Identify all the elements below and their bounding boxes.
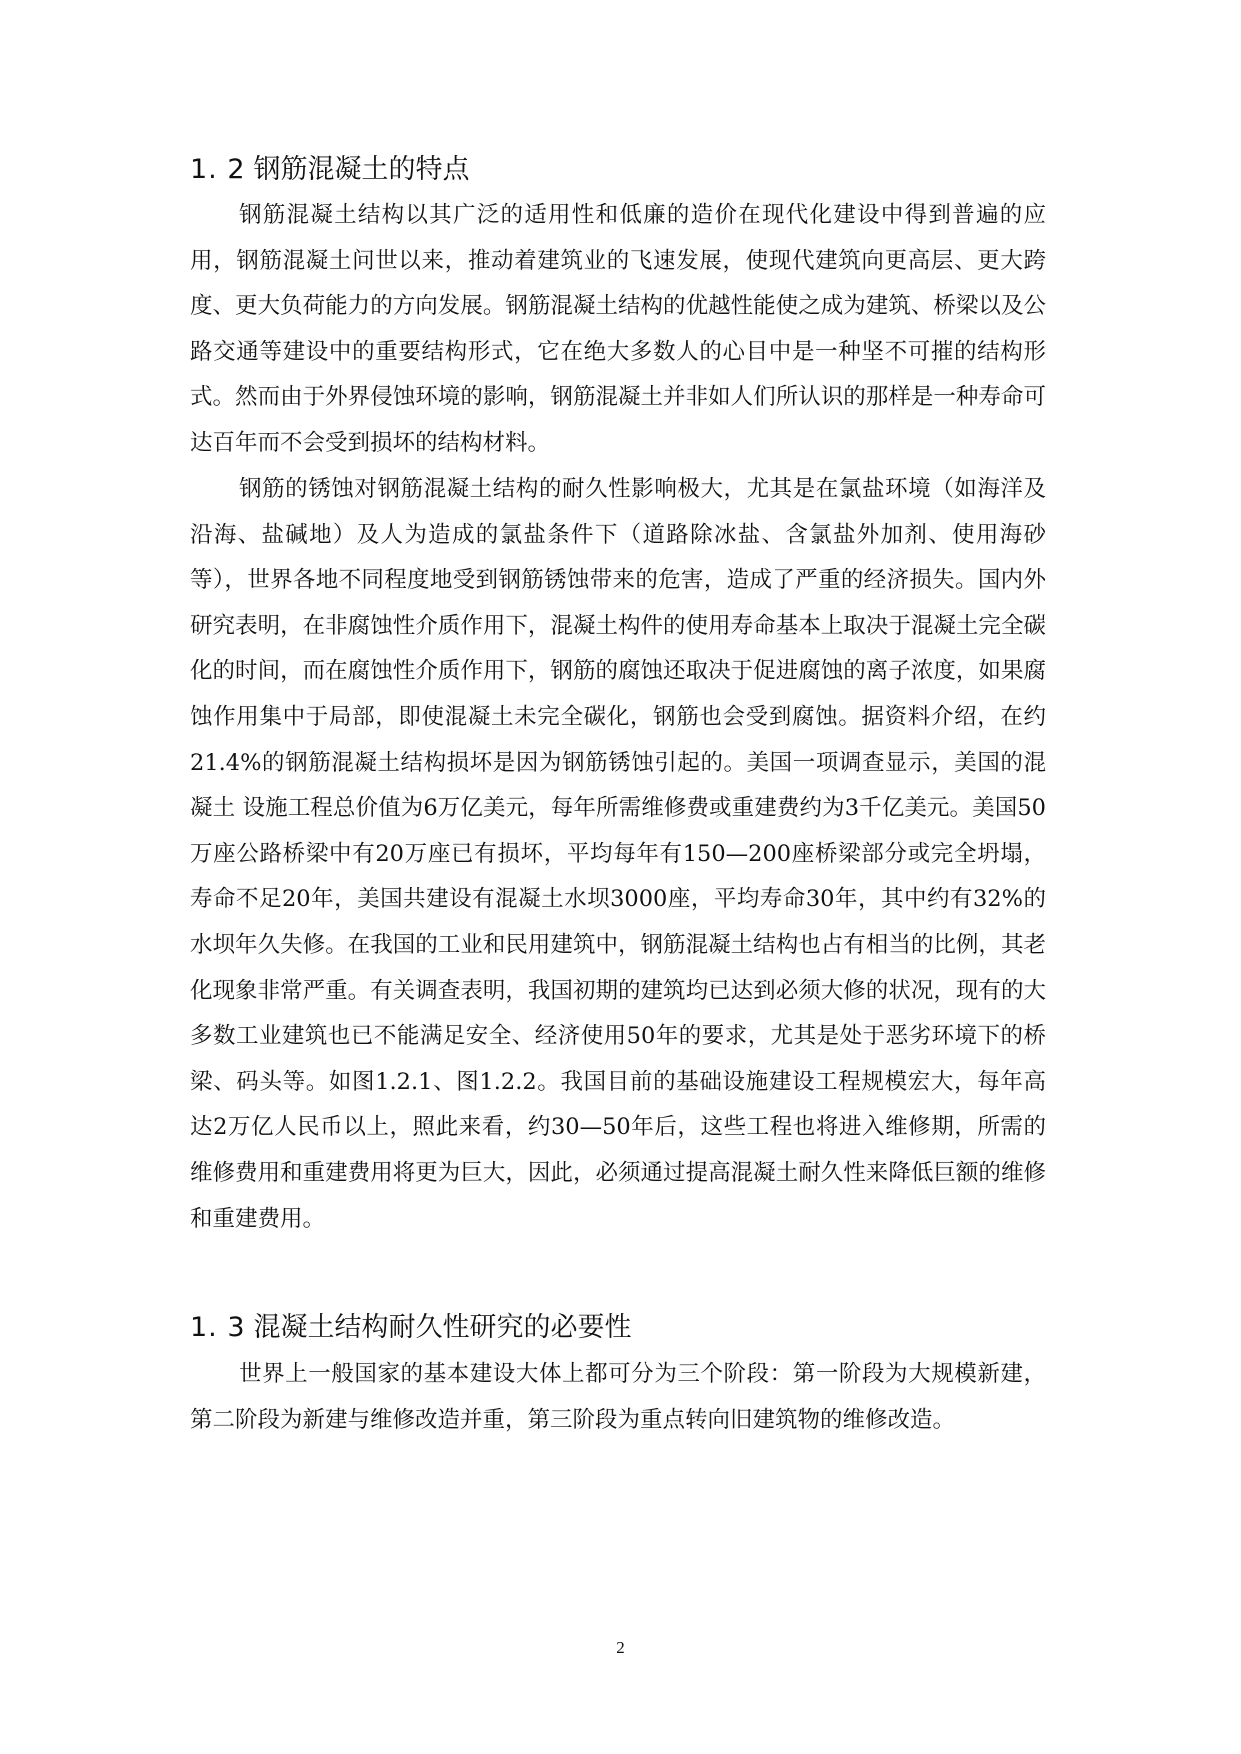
- paragraph: 钢筋的锈蚀对钢筋混凝土结构的耐久性影响极大，尤其是在氯盐环境（如海洋及沿海、盐碱地）及人为造成的氯盐条件下（道路除冰盐、含氯盐外加剂、使用海砂等），世界各地不同程度地受到钢筋锈蚀带来的危害，造成了严重的经济损失。国内外研究表明，在非腐蚀性介质作用下，混凝土构件的使用寿命基本上取决于混凝土完全碳化的时间，而在腐蚀性介质作用下，钢筋的腐蚀还取决于促进腐蚀的离子浓度，如果腐蚀作用集中于局部，即使混凝土未完全碳化，钢筋也会受到腐蚀。据资料介绍，在约21.4%的钢筋混凝土结构损坏是因为钢筋锈蚀引起的。美国一项调查显示，美国的混凝土 设施工程总价值为6万亿美元，每年所需维修费或重建费约为3千亿美元。美国50万座公路桥梁中有20万座已有损坏，平均每年有150—200座桥梁部分或完全坍塌，寿命不足20年，美国共建设有混凝土水坝3000座，平均寿命30年，其中约有32%的水坝年久失修。在我国的工业和民用建筑中，钢筋混凝土结构也占有相当的比例，其老化现象非常严重。有关调查表明，我国初期的建筑均已达到必须大修的状况，现有的大多数工业建筑也已不能满足安全、经济使用50年的要求，尤其是处于恶劣环境下的桥梁、码头等。如图1.2.1、图1.2.2。我国目前的基础设施建设工程规模宏大，每年高达2万亿人民币以上，照此来看，约30—50年后，这些工程也将进入维修期，所需的维修费用和重建费用将更为巨大，因此，必须通过提高混凝土耐久性来降低巨额的维修和重建费用。: [190, 476, 1046, 1232]
- section-heading-1-3: [190, 1305, 632, 1344]
- page-number: 2: [616, 1638, 625, 1657]
- paragraph: 钢筋混凝土结构以其广泛的适用性和低廉的造价在现代化建设中得到普遍的应用，钢筋混凝土问世以来，推动着建筑业的飞速发展，使现代建筑向更高层、更大跨度、更大负荷能力的方向发展。钢筋混凝土结构的优越性能使之成为建筑、桥梁以及公路交通等建设中的重要结构形式，它在绝大多数人的心目中是一种坚不可摧的结构形式。然而由于外界侵蚀环境的影响，钢筋混凝土并非如人们所认识的那样是一种寿命可达百年而不会受到损坏的结构材料。: [190, 202, 1046, 456]
- section-heading-1-2: [190, 147, 470, 186]
- section-title: 钢筋混凝土的特点: [253, 154, 470, 185]
- section-number: 1. 3: [190, 1312, 246, 1343]
- paragraph: 世界上一般国家的基本建设大体上都可分为三个阶段：第一阶段为大规模新建，第二阶段为新建与维修改造并重，第三阶段为重点转向旧建筑物的维修改造。: [190, 1361, 1046, 1433]
- section-number: 1. 2: [190, 154, 246, 185]
- section-title: 混凝土结构耐久性研究的必要性: [253, 1312, 632, 1343]
